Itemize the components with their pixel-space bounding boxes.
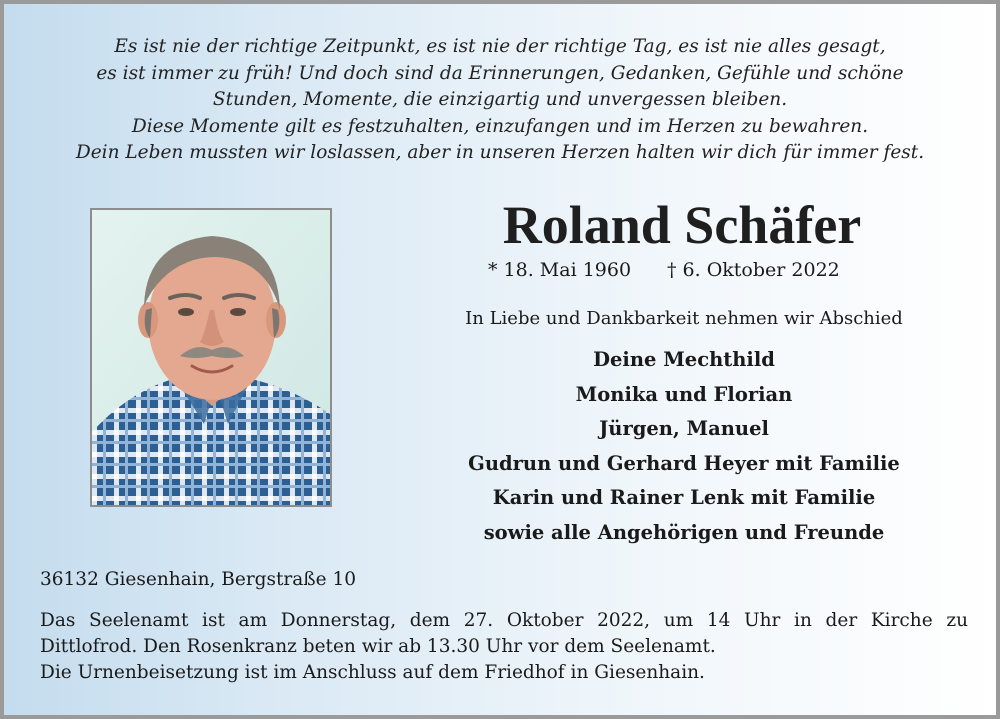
mourner-entry: Gudrun und Gerhard Heyer mit Familie [468,451,900,475]
mourner-entry: Monika und Florian [575,382,793,406]
birth-date: * 18. Mai 1960 [488,259,632,281]
poem-line: Dein Leben mussten wir loslassen, aber in unseren Herzen halten wir dich für immer fest. [75,142,925,163]
poem-line: Diese Momente gilt es festzuhalten, einzufangen und im Herzen zu bewahren. [131,115,869,137]
mourner-entry: Deine Mechthild [593,348,775,371]
mourners-list [414,343,954,550]
family-address: 36132 Giesenhain, Bergstraße 10 [40,569,357,590]
service-details [40,608,968,686]
deceased-name: Roland Schäfer [502,195,862,255]
portrait-photo [90,208,332,507]
poem-line: Es ist nie der richtige Zeitpunkt, es ist nie der richtige Tag, es ist nie alles gesagt, [114,36,886,57]
portrait-illustration [92,210,330,505]
mourner-entry: Karin und Rainer Lenk mit Familie [492,486,876,509]
mourner-entry: Jürgen, Manuel [599,417,769,440]
memorial-poem [24,34,976,167]
mourner-entry: sowie alle Angehörigen und Freunde [483,520,885,544]
service-line: Dittlofrod. Den Rosenkranz beten wir ab 13.30 Uhr vor dem Seelenamt. [40,636,716,657]
death-date: † 6. Oktober 2022 [667,259,840,281]
poem-line: Stunden, Momente, die einzigartig und unvergessen bleiben. [212,89,788,110]
farewell-intro: In Liebe und Dankbarkeit nehmen wir Abschied [465,308,903,329]
service-line: Das Seelenamt ist am Donnerstag, dem 27. Oktober 2022, um 14 Uhr in der Kirche zu [40,610,968,631]
service-line: Die Urnenbeisetzung ist im Anschluss auf dem Friedhof in Giesenhain. [40,662,705,683]
poem-line: es ist immer zu früh! Und doch sind da Erinnerungen, Gedanken, Gefühle und schöne [96,62,904,84]
